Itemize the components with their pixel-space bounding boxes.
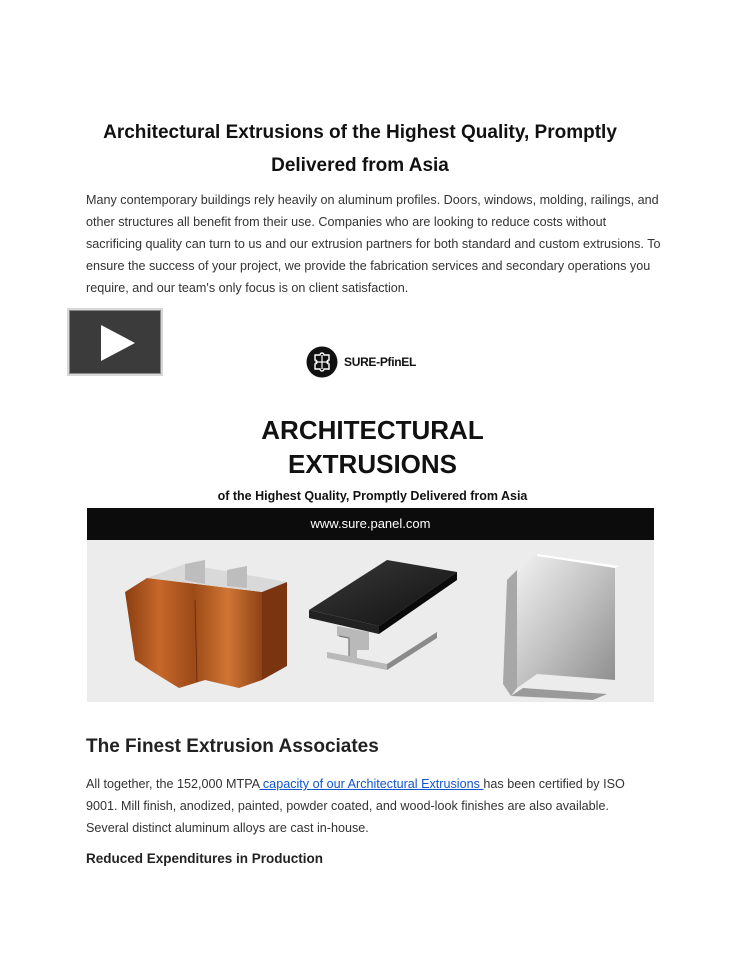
- play-icon: [99, 323, 137, 363]
- brand-name: SURE-PfinEL: [344, 355, 417, 369]
- hero-title: [170, 413, 575, 481]
- capacity-paragraph: [86, 773, 626, 839]
- video-play-button[interactable]: [67, 308, 163, 376]
- hero-subtitle: of the Highest Quality, Promptly Delivered from Asia: [217, 489, 528, 503]
- puzzle-logo-icon: [306, 346, 338, 378]
- silver-extrusion-profile: [503, 554, 619, 700]
- wood-look-extrusion: [125, 560, 287, 688]
- production-subheading: Reduced Expenditures in Production: [86, 851, 324, 866]
- section-heading: The Finest Extrusion Associates: [86, 736, 379, 757]
- black-extrusion-profile: [309, 560, 457, 670]
- certification-text: has been certified by ISO 9001. Mill finish, anodized, painted, powder coated, and wood-look finishes are also available. Several distinct aluminum alloys are cast in-house.: [86, 777, 625, 835]
- hero-title-line-2: EXTRUSIONS: [287, 449, 458, 479]
- website-banner: www.sure.panel.com: [87, 508, 654, 540]
- product-image: [87, 540, 654, 702]
- page-title: Architectural Extrusions of the Highest Quality, Promptly Delivered from Asia: [103, 122, 617, 176]
- brand-logo: [306, 346, 416, 378]
- intro-paragraph: Many contemporary buildings rely heavily on aluminum profiles. Doors, windows, molding, railings, and other structures all benefit from their use. Companies who are looking to reduce costs without sacrificing quality can turn to us and our extrusion partners for both standard and custom extrusions. To ensure the success of your project, we provide the fabrication services and secondary operations you require, and our team's only focus is on client satisfaction.: [86, 193, 661, 295]
- capacity-link[interactable]: capacity of our Architectural Extrusions: [259, 777, 484, 791]
- capacity-text: All together, the 152,000 MTPA: [86, 777, 260, 791]
- hero-title-line-1: ARCHITECTURAL: [261, 415, 484, 445]
